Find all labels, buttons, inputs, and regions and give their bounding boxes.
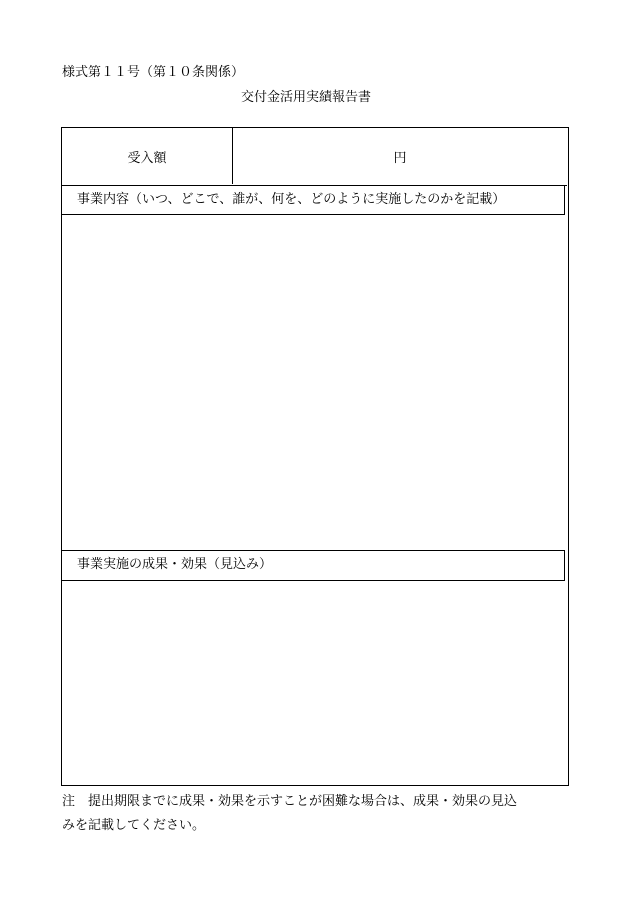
results-effects-header: 事業実施の成果・効果（見込み）: [62, 550, 565, 581]
footnote: [62, 790, 582, 838]
amount-label: 受入額: [62, 128, 233, 184]
form-number: 様式第１１号（第１０条関係）: [62, 65, 245, 80]
document-title: 交付金活用実績報告書: [241, 90, 372, 105]
amount-field[interactable]: [233, 128, 567, 184]
project-content-header: 事業内容（いつ、どこで、誰が、何を、どのように実施したのかを記載）: [62, 185, 565, 215]
footnote-line-2: みを記載してください。: [62, 818, 206, 833]
results-effects-area[interactable]: [62, 581, 567, 784]
amount-row: [62, 128, 567, 186]
amount-unit: 円: [393, 150, 407, 166]
report-form-table: [61, 127, 569, 786]
footnote-line-1: 注 提出期限までに成果・効果を示すことが困難な場合は、成果・効果の見込: [62, 794, 518, 809]
project-content-area[interactable]: [62, 215, 567, 550]
